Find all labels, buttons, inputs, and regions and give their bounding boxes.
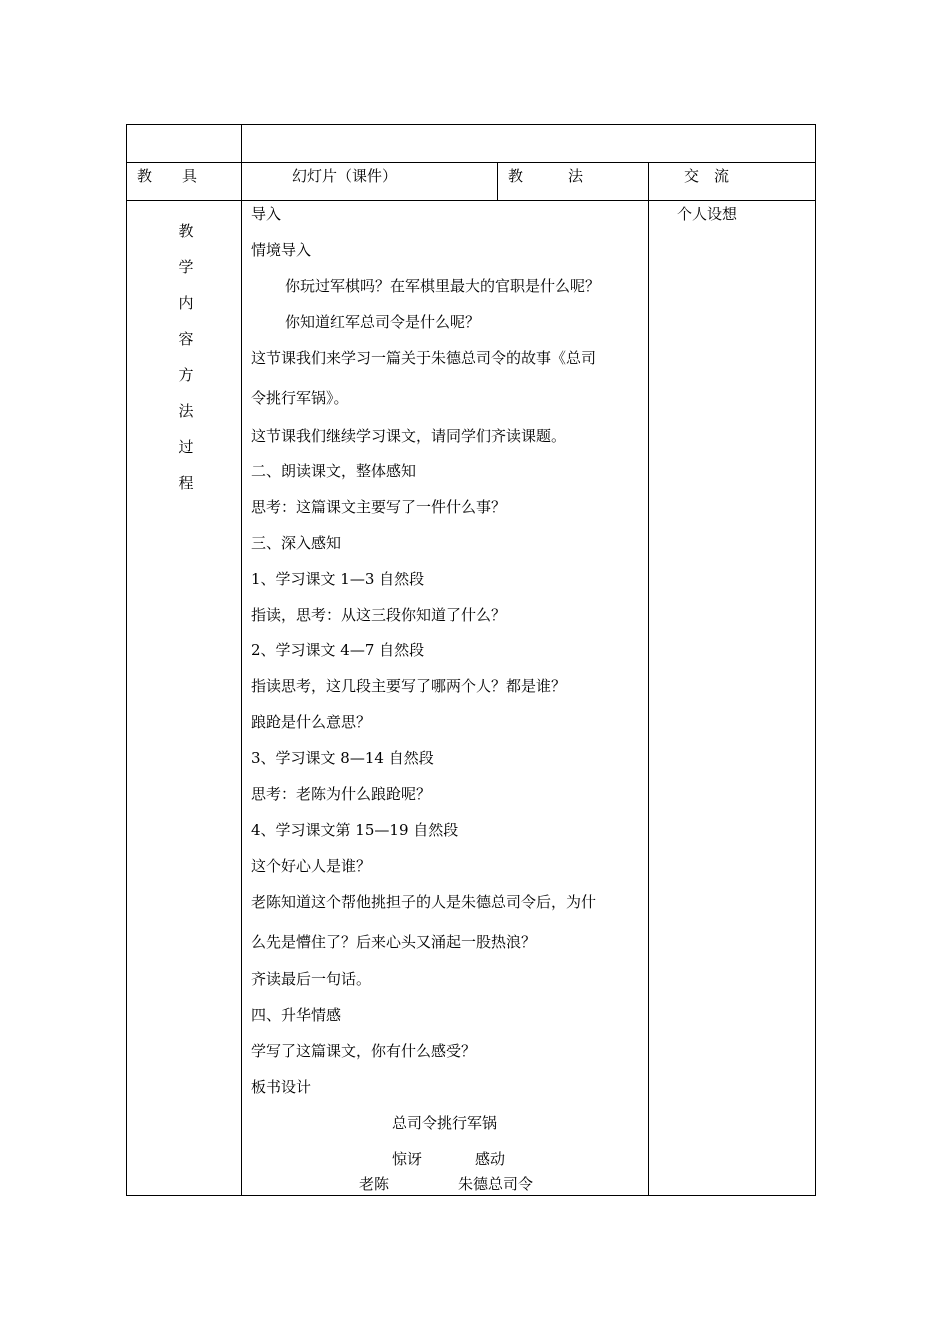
content-line: 4、学习课文第 15—19 自然段 xyxy=(251,821,459,839)
content-line: 3、学习课文 8—14 自然段 xyxy=(251,749,434,767)
table-row-divider-1 xyxy=(126,162,816,163)
content-line: 这节课我们继续学习课文，请同学们齐读课题。 xyxy=(251,427,567,445)
content-line: 四、升华情感 xyxy=(251,1006,342,1024)
board-word-right: 感动 xyxy=(475,1150,506,1168)
content-line: 指读，思考：从这三段你知道了什么？ xyxy=(251,606,507,624)
board-name-right: 朱德总司令 xyxy=(458,1175,534,1193)
table-col-divider-1 xyxy=(241,124,242,1196)
content-line: 指读思考，这几段主要写了哪两个人？都是谁？ xyxy=(251,677,567,695)
content-line: 这个好心人是谁？ xyxy=(251,857,372,875)
side-label-char: 程 xyxy=(178,474,194,492)
content-line: 情境导入 xyxy=(251,241,312,259)
content-line: 思考：这篇课文主要写了一件什么事？ xyxy=(251,498,507,516)
teaching-method-value: 交 流 xyxy=(684,167,730,185)
content-line: 二、朗读课文，整体感知 xyxy=(251,462,417,480)
personal-ideas-heading: 个人设想 xyxy=(677,205,738,223)
content-line: 老陈知道这个帮他挑担子的人是朱德总司令后，为什 xyxy=(251,893,597,911)
content-line: 踉跄是什么意思？ xyxy=(251,713,372,731)
content-line: 2、学习课文 4—7 自然段 xyxy=(251,641,425,659)
side-label-char: 内 xyxy=(178,294,194,312)
board-name-left: 老陈 xyxy=(359,1175,390,1193)
table-border-right xyxy=(815,124,816,1196)
table-col-divider-2 xyxy=(497,162,498,201)
side-label-char: 法 xyxy=(178,402,194,420)
content-line: 么先是懵住了？后来心头又涌起一股热浪？ xyxy=(251,933,537,951)
teaching-tools-value: 幻灯片（课件） xyxy=(292,167,398,185)
side-label-char: 过 xyxy=(178,438,194,456)
label-teaching-tools: 教 具 xyxy=(137,167,198,185)
table-border-left xyxy=(126,124,127,1196)
content-line: 思考：老陈为什么踉跄呢？ xyxy=(251,785,432,803)
content-line: 你玩过军棋吗？在军棋里最大的官职是什么呢？ xyxy=(285,277,601,295)
board-title: 总司令挑行军锅 xyxy=(392,1114,498,1132)
content-line: 齐读最后一句话。 xyxy=(251,970,372,988)
table-row-divider-2 xyxy=(126,200,816,201)
table-col-divider-3 xyxy=(648,162,649,1196)
label-teaching-method: 教 法 xyxy=(508,167,584,185)
side-label-char: 学 xyxy=(178,258,194,276)
content-line: 这节课我们来学习一篇关于朱德总司令的故事《总司 xyxy=(251,349,597,367)
board-word-left: 惊讶 xyxy=(392,1150,423,1168)
table-border-bottom xyxy=(126,1195,816,1196)
content-line: 导入 xyxy=(251,205,282,223)
content-line: 三、深入感知 xyxy=(251,534,342,552)
table-border-top xyxy=(126,124,816,125)
side-label-char: 方 xyxy=(178,366,194,384)
side-label-char: 容 xyxy=(178,330,194,348)
content-line: 令挑行军锅》。 xyxy=(251,389,349,407)
content-line: 你知道红军总司令是什么呢？ xyxy=(285,313,481,331)
content-line: 板书设计 xyxy=(251,1078,312,1096)
side-label-char: 教 xyxy=(178,222,194,240)
content-line: 学写了这篇课文，你有什么感受？ xyxy=(251,1042,477,1060)
content-line: 1、学习课文 1—3 自然段 xyxy=(251,570,425,588)
